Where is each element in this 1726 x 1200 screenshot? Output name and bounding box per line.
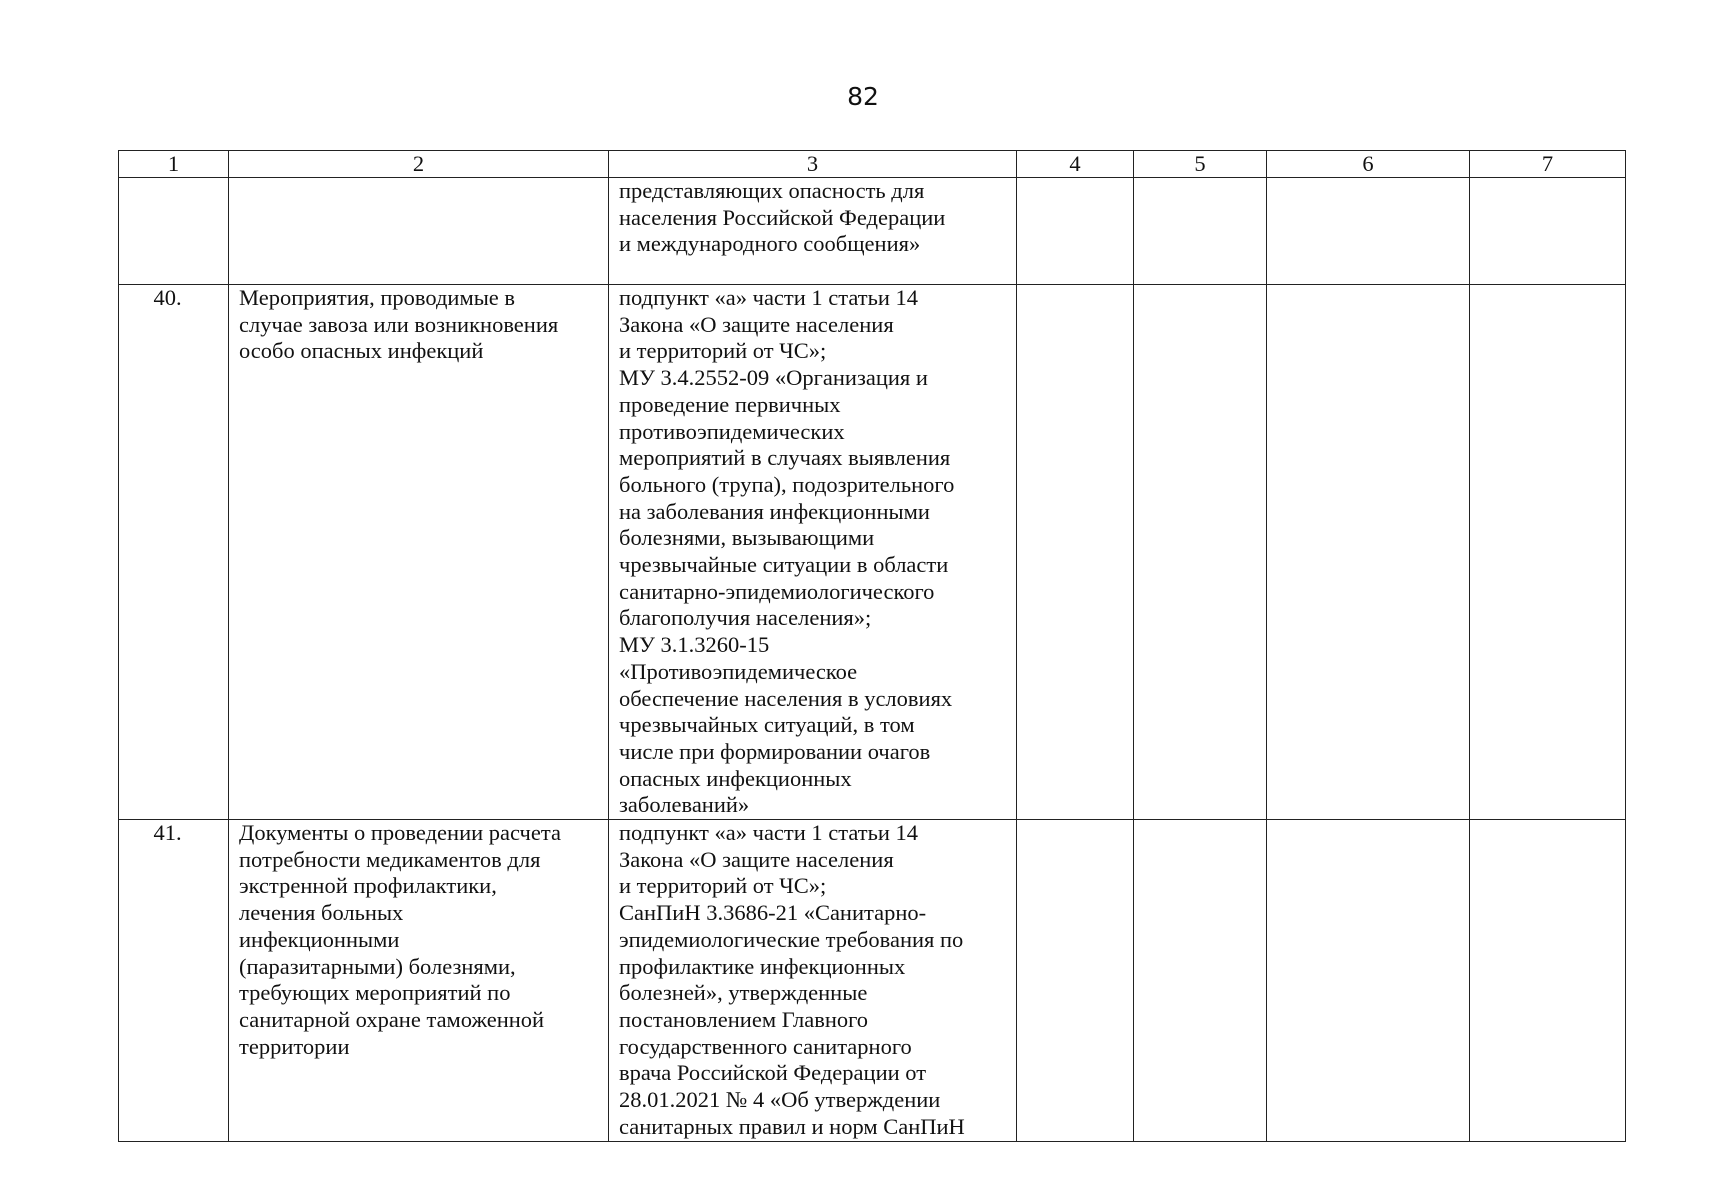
legal-basis: подпункт «а» части 1 статьи 14 Закона «О защите населения и территорий от ЧС»; МУ 3.4.2552-09 «Организация и проведение первичных противоэпидемических мероприятий в случаях выявления больного (трупа), подозрительного на заболевания инфекционными болезнями, вызывающими чрезвычайные ситуации в области санитарно-эпидемиологического благополучия населения»; МУ 3.1.3260-15 «Противоэпидемическое обеспечение населения в условиях чрезвычайных ситуаций, в том числе при формировании очагов опасных инфекционных заболеваний» (609, 285, 1017, 820)
column-4-cell (1017, 178, 1134, 285)
row-number: 40. (119, 285, 229, 820)
column-header-5: 5 (1134, 151, 1267, 178)
column-6-cell (1267, 820, 1470, 1141)
column-6-cell (1267, 285, 1470, 820)
column-header-2: 2 (229, 151, 609, 178)
requirement-name (229, 178, 609, 285)
column-header-4: 4 (1017, 151, 1134, 178)
column-5-cell (1134, 285, 1267, 820)
column-5-cell (1134, 820, 1267, 1141)
requirement-name: Документы о проведении расчета потребности медикаментов для экстренной профилактики, лечения больных инфекционными (паразитарными) болезнями, требующих мероприятий по санитарной охране таможенной территории (229, 820, 609, 1141)
column-4-cell (1017, 820, 1134, 1141)
column-7-cell (1470, 285, 1626, 820)
table-row (119, 285, 1626, 820)
column-header-6: 6 (1267, 151, 1470, 178)
legal-basis: представляющих опасность для населения Российской Федерации и международного сообщения» (609, 178, 1017, 285)
page-number: 82 (847, 82, 879, 111)
row-number (119, 178, 229, 285)
column-6-cell (1267, 178, 1470, 285)
row-number: 41. (119, 820, 229, 1141)
column-4-cell (1017, 285, 1134, 820)
table-row (119, 178, 1626, 285)
column-header-7: 7 (1470, 151, 1626, 178)
column-7-cell (1470, 820, 1626, 1141)
table-row (119, 820, 1626, 1141)
column-7-cell (1470, 178, 1626, 285)
requirement-name: Мероприятия, проводимые в случае завоза или возникновения особо опасных инфекций (229, 285, 609, 820)
column-number-row (119, 151, 1626, 178)
column-header-1: 1 (119, 151, 229, 178)
column-header-3: 3 (609, 151, 1017, 178)
requirements-table (118, 150, 1626, 1142)
column-5-cell (1134, 178, 1267, 285)
legal-basis: подпункт «а» части 1 статьи 14 Закона «О защите населения и территорий от ЧС»; СанПиН 3.3686-21 «Санитарно- эпидемиологические требования по профилактике инфекционных болезней», утвержденные постановлением Главного государственного санитарного врача Российской Федерации от 28.01.2021 № 4 «Об утверждении санитарных правил и норм СанПиН (609, 820, 1017, 1141)
